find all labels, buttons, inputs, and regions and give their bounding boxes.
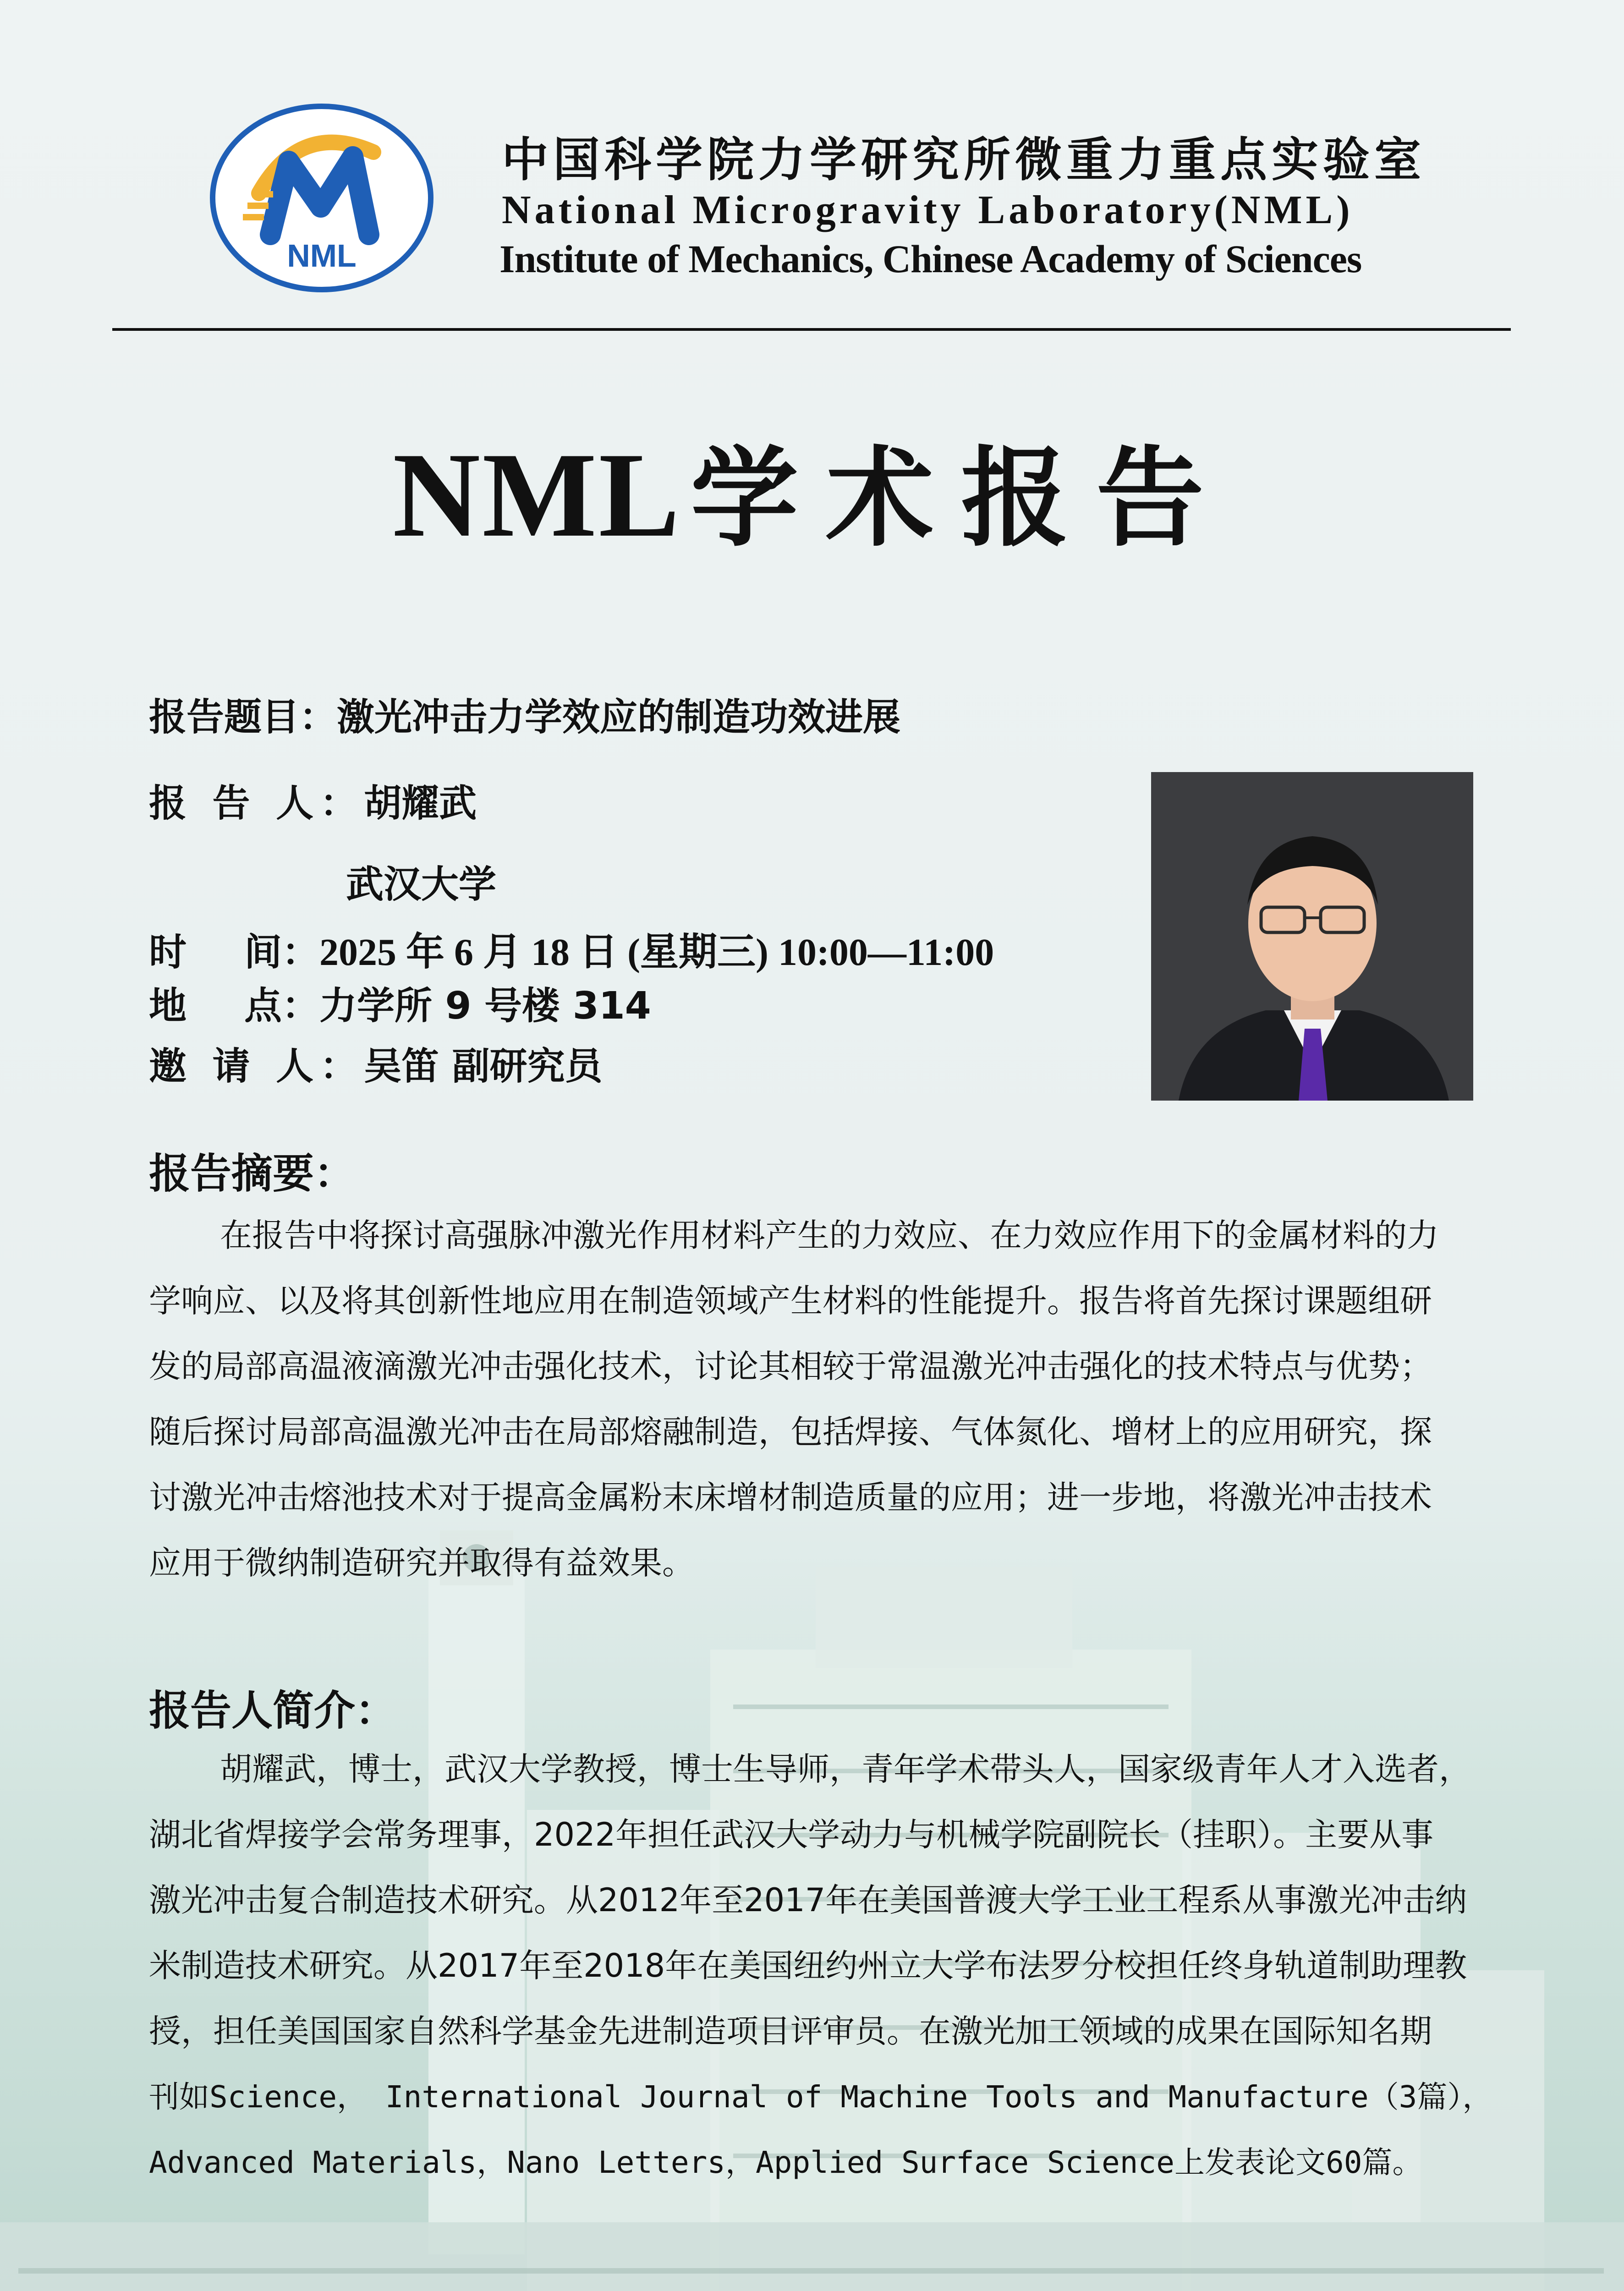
page-title (0, 412, 1624, 567)
host-label: 邀 请 人： (149, 1045, 364, 1088)
title-english: NML (392, 428, 682, 562)
bio-line: Advanced Materials，Nano Letters，Applied Surface Science上发表论文60篇。 (149, 2145, 1423, 2180)
abstract-heading: 报告摘要： (149, 1150, 355, 1198)
host-value: 吴笛 副研究员 (364, 1045, 603, 1088)
affiliation-value: 武汉大学 (346, 863, 497, 906)
speaker-value: 胡耀武 (364, 782, 477, 825)
bio-line: 刊如Science， International Journal of Machine Tools and Manufacture（3篇）， (149, 2079, 1493, 2115)
bio-line: 湖北省焊接学会常务理事，2022年担任武汉大学动力与机械学院副院长（挂职）。主要从事 (149, 1816, 1434, 1853)
header-divider (112, 328, 1511, 331)
bio-line: 胡耀武，博士，武汉大学教授，博士生导师，青年学术带头人，国家级青年人才入选者， (220, 1750, 1471, 1788)
abstract-text (149, 1203, 1519, 1596)
header (0, 0, 1624, 348)
abstract-line: 随后探讨局部高温激光冲击在局部熔融制造，包括焊接、气体氮化、增材上的应用研究，探 (149, 1413, 1432, 1451)
abstract-line: 在报告中将探讨高强脉冲激光作用材料产生的力效应、在力效应作用下的金属材料的力 (220, 1217, 1439, 1254)
bio-line: 授，担任美国国家自然科学基金先进制造项目评审员。在激光加工领域的成果在国际知名期 (149, 2012, 1432, 2050)
speaker-photo (1151, 772, 1473, 1101)
info-affiliation (346, 855, 496, 908)
org-name-chinese: 中国科学院力学研究所微重力重点实验室 (502, 133, 1426, 187)
nml-logo-icon (208, 102, 435, 294)
info-topic (149, 687, 900, 741)
time-label: 时 间： (149, 931, 319, 974)
place-value: 力学所 9 号楼 314 (319, 984, 651, 1028)
institute-name-english: Institute of Mechanics, Chinese Academy of Sciences (499, 237, 1362, 281)
logo-text: NML (287, 238, 357, 274)
topic-label: 报告题目： (149, 696, 337, 739)
title-chinese: 学术报告 (691, 435, 1232, 561)
time-value: 2025 年 6 月 18 日 (星期三) 10:00—11:00 (319, 931, 994, 974)
info-speaker (149, 773, 477, 827)
bio-heading: 报告人简介： (149, 1687, 396, 1735)
bio-line: 米制造技术研究。从2017年至2018年在美国纽约州立大学布法罗分校担任终身轨道制助理教 (149, 1947, 1467, 1984)
abstract-line: 发的局部高温液滴激光冲击强化技术，讨论其相较于常温激光冲击强化的技术特点与优势； (149, 1348, 1432, 1385)
speaker-label: 报 告 人： (149, 782, 364, 825)
abstract-line: 讨激光冲击熔池技术对于提高金属粉末床增材制造质量的应用；进一步地，将激光冲击技术 (149, 1479, 1432, 1516)
bio-line: 激光冲击复合制造技术研究。从2012年至2017年在美国普渡大学工业工程系从事激光冲击纳 (149, 1881, 1467, 1919)
abstract-line: 学响应、以及将其创新性地应用在制造领域产生材料的性能提升。报告将首先探讨课题组研 (149, 1282, 1432, 1320)
info-host (149, 1036, 603, 1090)
abstract-line: 应用于微纳制造研究并取得有益效果。 (149, 1544, 694, 1582)
topic-value: 激光冲击力学效应的制造功效进展 (337, 696, 901, 739)
bio-text (149, 1737, 1519, 2195)
org-name-english: National Microgravity Laboratory(NML) (502, 188, 1354, 232)
info-time (149, 921, 994, 976)
place-label: 地 点： (149, 984, 319, 1028)
info-place (149, 976, 651, 1030)
